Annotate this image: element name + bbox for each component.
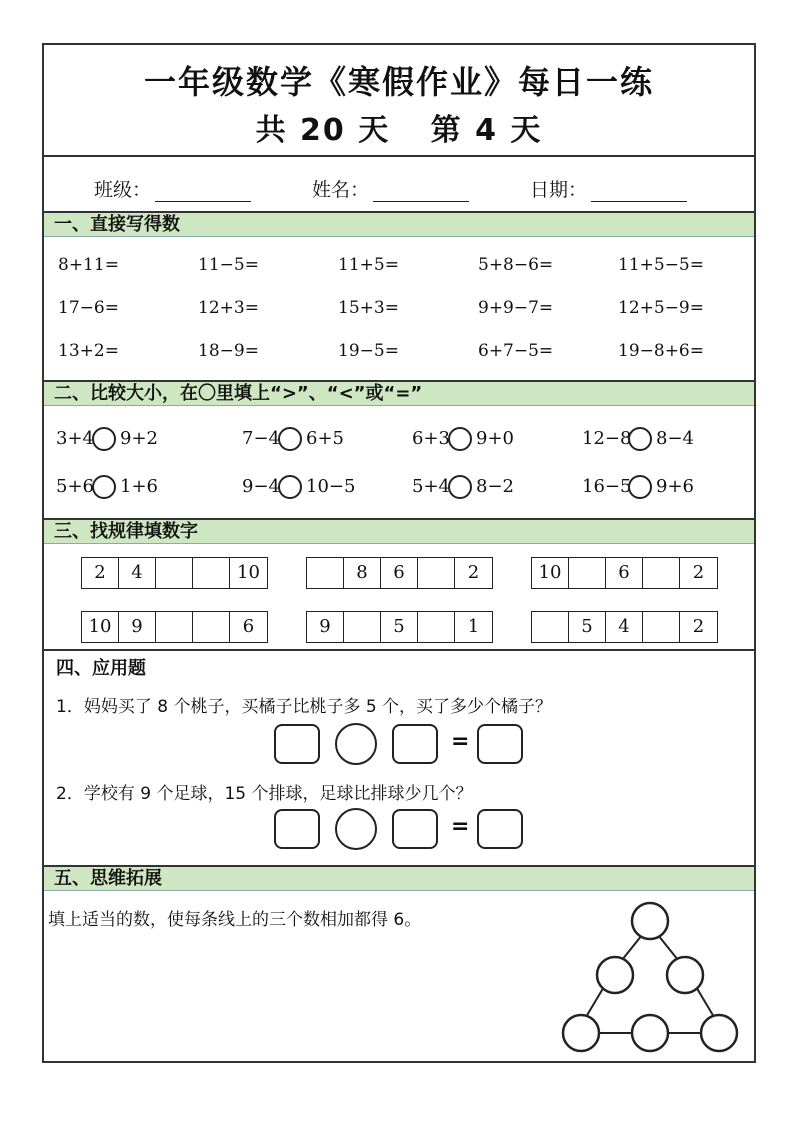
worksheet — [42, 43, 756, 1063]
extension-instructions: 填上适当的数，使每条线上的三个数相加都得 6。 — [48, 910, 422, 930]
answer-box[interactable] — [477, 724, 523, 764]
compare-circle[interactable] — [278, 475, 302, 499]
pattern-cell: 6 — [606, 558, 643, 588]
calc-problem: 11−5= — [198, 255, 259, 275]
pattern-blank-cell[interactable] — [156, 612, 193, 642]
pattern-row — [306, 611, 493, 643]
pattern-cell: 9 — [307, 612, 344, 642]
compare-right: 9+6 — [656, 476, 694, 497]
pattern-blank-cell[interactable] — [193, 612, 230, 642]
pattern-row — [306, 557, 493, 589]
calc-problem: 15+3= — [338, 298, 399, 318]
compare-left: 7−4 — [242, 428, 280, 449]
pattern-cell: 2 — [82, 558, 119, 588]
class-field[interactable] — [94, 175, 251, 202]
compare-left: 6+3 — [412, 428, 450, 449]
pattern-blank-cell[interactable] — [418, 558, 455, 588]
date-label: 日期： — [530, 179, 588, 201]
class-blank[interactable] — [155, 185, 251, 202]
calc-problem: 5+8−6= — [478, 255, 554, 275]
pattern-cell: 6 — [242, 616, 255, 637]
section-header-calc: 一、直接写得数 — [44, 211, 754, 237]
pattern-row — [81, 611, 268, 643]
compare-left: 9−4 — [242, 476, 280, 497]
compare-circle[interactable] — [448, 427, 472, 451]
puzzle-circle-bottom-right[interactable] — [701, 1015, 737, 1051]
name-label: 姓名： — [312, 179, 370, 201]
name-blank[interactable] — [373, 185, 469, 202]
pattern-cell: 2 — [692, 562, 705, 583]
calc-problem: 8+11= — [58, 255, 119, 275]
puzzle-circle-bottom-left[interactable] — [563, 1015, 599, 1051]
pattern-blank-cell[interactable] — [643, 558, 680, 588]
calc-problem: 19−8+6= — [618, 341, 704, 361]
pattern-cell: 5 — [381, 612, 418, 642]
student-info — [44, 155, 754, 211]
puzzle-circle-right[interactable] — [667, 957, 703, 993]
compare-right: 9+2 — [120, 428, 158, 449]
calc-problem: 12+5−9= — [618, 298, 704, 318]
puzzle-circle-top[interactable] — [632, 903, 668, 939]
operator-circle[interactable] — [335, 808, 377, 850]
triangle-puzzle — [554, 895, 754, 1060]
divider — [44, 649, 754, 651]
section-header-extension: 五、思维拓展 — [44, 865, 754, 891]
problem-1-text: 1．妈妈买了 8 个桃子，买橘子比桃子多 5 个，买了多少个橘子？ — [56, 697, 553, 717]
pattern-cell: 10 — [532, 558, 569, 588]
compare-left: 12−8 — [582, 428, 632, 449]
section-header-compare: 二、比较大小，在〇里填上“>”、“<”或“=” — [44, 380, 754, 406]
pattern-cell: 10 — [82, 612, 119, 642]
pattern-blank-cell[interactable] — [344, 612, 381, 642]
pattern-blank-cell[interactable] — [532, 612, 569, 642]
answer-box[interactable] — [392, 724, 438, 764]
pattern-blank-cell[interactable] — [193, 558, 230, 588]
answer-box[interactable] — [274, 724, 320, 764]
pattern-blank-cell[interactable] — [418, 612, 455, 642]
pattern-row — [531, 557, 718, 589]
operator-circle[interactable] — [335, 723, 377, 765]
calc-problem: 13+2= — [58, 341, 119, 361]
current-day: 第 4 天 — [430, 113, 543, 148]
pattern-blank-cell[interactable] — [643, 612, 680, 642]
calc-problem: 12+3= — [198, 298, 259, 318]
pattern-cell: 1 — [467, 616, 480, 637]
header — [44, 45, 754, 157]
page-title: 一年级数学《寒假作业》每日一练 — [143, 63, 654, 101]
class-label: 班级： — [94, 179, 152, 201]
pattern-cell: 6 — [381, 558, 418, 588]
calc-problem: 11+5= — [338, 255, 399, 275]
compare-right: 8−2 — [476, 476, 514, 497]
compare-left: 3+4 — [56, 428, 94, 449]
calc-problem: 9+9−7= — [478, 298, 554, 318]
compare-circle[interactable] — [278, 427, 302, 451]
pattern-cell: 5 — [569, 612, 606, 642]
pattern-blank-cell[interactable] — [156, 558, 193, 588]
compare-left: 5+4 — [412, 476, 450, 497]
pattern-cell: 8 — [344, 558, 381, 588]
puzzle-circle-bottom-middle[interactable] — [632, 1015, 668, 1051]
compare-circle[interactable] — [448, 475, 472, 499]
compare-circle[interactable] — [628, 475, 652, 499]
pattern-cell: 4 — [119, 558, 156, 588]
compare-right: 8−4 — [656, 428, 694, 449]
day-counter — [44, 105, 754, 149]
puzzle-circle-left[interactable] — [597, 957, 633, 993]
calc-problem: 18−9= — [198, 341, 259, 361]
answer-box[interactable] — [392, 809, 438, 849]
pattern-cell: 2 — [467, 562, 480, 583]
compare-left: 16−5 — [582, 476, 632, 497]
pattern-cell: 4 — [606, 612, 643, 642]
calc-problem: 19−5= — [338, 341, 399, 361]
answer-box[interactable] — [274, 809, 320, 849]
compare-circle[interactable] — [92, 427, 116, 451]
pattern-row — [531, 611, 718, 643]
compare-circle[interactable] — [628, 427, 652, 451]
pattern-cell: 2 — [692, 616, 705, 637]
compare-circle[interactable] — [92, 475, 116, 499]
compare-right: 10−5 — [306, 476, 356, 497]
date-field[interactable] — [530, 175, 687, 202]
name-field[interactable] — [312, 175, 469, 202]
calc-problem: 11+5−5= — [618, 255, 704, 275]
compare-left: 5+6 — [56, 476, 94, 497]
calc-problem: 17−6= — [58, 298, 119, 318]
answer-box[interactable] — [477, 809, 523, 849]
problem-2-text: 2．学校有 9 个足球，15 个排球，足球比排球少几个？ — [56, 784, 473, 804]
equals-sign: = — [451, 729, 470, 754]
calc-problem: 6+7−5= — [478, 341, 554, 361]
pattern-row — [81, 557, 268, 589]
equals-sign: = — [451, 814, 470, 839]
date-blank[interactable] — [591, 185, 687, 202]
pattern-blank-cell[interactable] — [307, 558, 344, 588]
compare-right: 6+5 — [306, 428, 344, 449]
compare-right: 1+6 — [120, 476, 158, 497]
pattern-blank-cell[interactable] — [569, 558, 606, 588]
pattern-cell: 9 — [119, 612, 156, 642]
section-header-pattern: 三、找规律填数字 — [44, 518, 754, 544]
total-days: 共 20 天 — [255, 113, 391, 148]
section-header-word: 四、应用题 — [56, 658, 146, 679]
compare-right: 9+0 — [476, 428, 514, 449]
pattern-cell: 10 — [237, 562, 260, 583]
